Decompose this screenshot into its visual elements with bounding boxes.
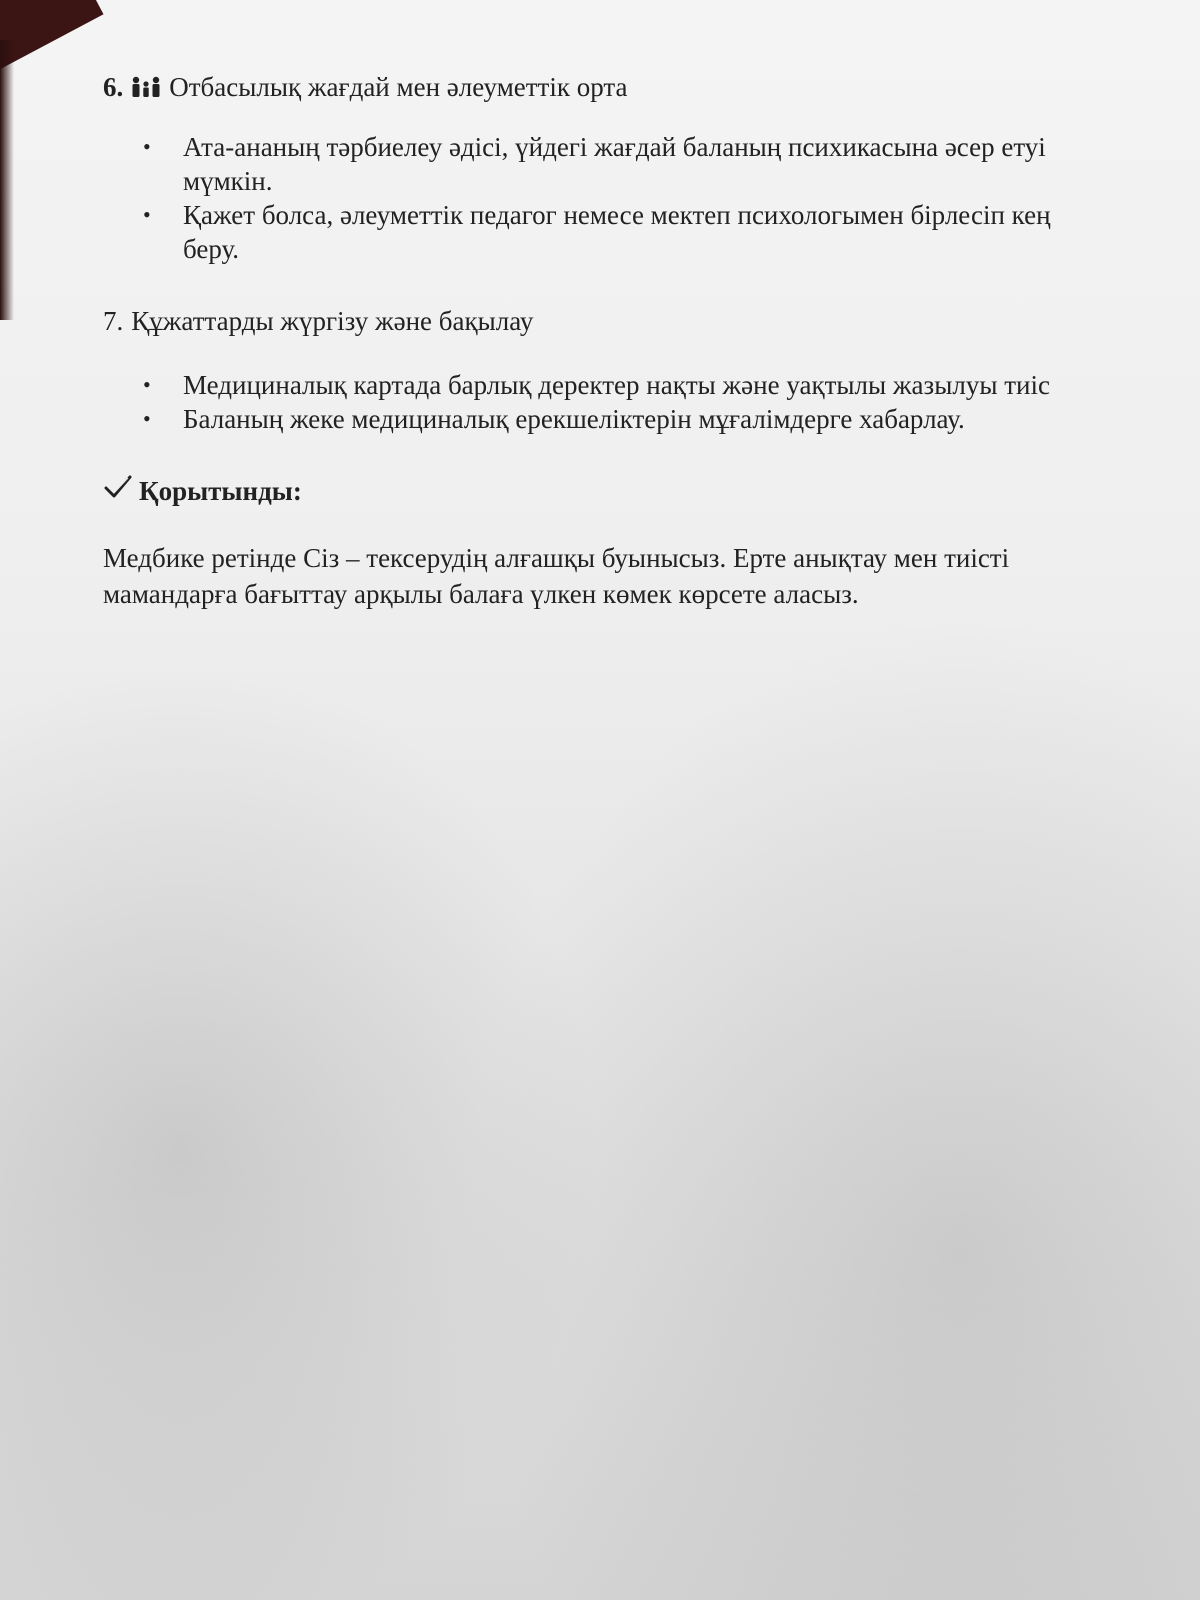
section-6-list [103,130,1051,266]
list-item [103,402,1050,436]
list-item-line: беру. [183,234,240,264]
section-7-heading [103,304,533,338]
background-corner [0,0,104,75]
bullet-icon: • [143,406,151,431]
bullet-icon: • [143,202,151,227]
background-edge [0,40,14,320]
paragraph-line: мамандарға бағыттау арқылы балаға үлкен көмек көрсете аласыз. [103,579,859,609]
section-6-number: 6. [103,72,124,102]
section-7-list [103,368,1050,436]
list-item [103,368,1050,402]
bullet-icon: • [143,134,151,159]
list-item-line: Қажет болса, әлеуметтік педагог немесе мектеп психологымен бірлесіп кең [183,200,1051,230]
conclusion-heading [103,474,302,508]
list-item-line: мүмкін. [183,166,273,196]
list-item-line: Медициналық картада барлық деректер нақты және уақтылы жазылуы тиіс [183,370,1050,400]
section-6-heading [103,70,628,104]
paragraph-line: Медбике ретінде Сіз – тексерудің алғашқы буынысыз. Ерте анықтау мен тиісті [103,543,1010,573]
list-item [103,198,1051,266]
section-7-number: 7. [103,306,124,336]
section-6-title: Отбасылық жағдай мен әлеуметтік орта [169,72,628,102]
bullet-icon: • [143,372,151,397]
conclusion-title: Қорытынды: [139,476,302,506]
list-item-line: Баланың жеке медициналық ерекшеліктерін мұғалімдерге хабарлау. [183,404,965,434]
section-7-title: Құжаттарды жүргізу және бақылау [131,306,534,336]
family-icon [131,76,161,98]
list-item-line: Ата-ананың тәрбиелеу әдісі, үйдегі жағдай баланың психикасына әсер етуі [183,132,1046,162]
checkmark-icon [103,474,133,508]
conclusion-paragraph [103,540,1009,612]
list-item [103,130,1051,198]
